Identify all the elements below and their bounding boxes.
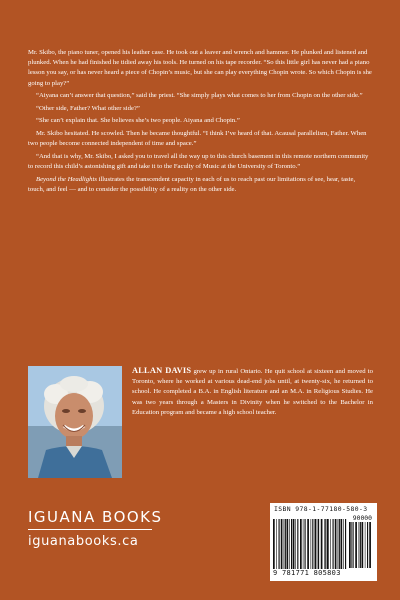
barcode-bar [351, 522, 352, 568]
barcode-bar [303, 519, 304, 569]
barcode-bar [312, 519, 313, 569]
publisher-logo [28, 508, 178, 550]
barcode-bar [289, 519, 290, 569]
blurb-paragraph: “She can’t explain that. She believes she’s two people. Aiyana and Chopin.” [36, 117, 240, 125]
isbn-barcode [270, 503, 377, 581]
barcode-bar [325, 519, 326, 569]
barcode-bar [311, 519, 312, 569]
price-barcode-bars [349, 522, 373, 568]
barcode-bar [360, 522, 361, 568]
barcode-bar [367, 522, 368, 568]
barcode-bar [305, 519, 306, 569]
ean-barcode-bars [273, 519, 347, 569]
barcode-bar [327, 519, 329, 569]
book-blurb [28, 48, 372, 197]
barcode-bar [276, 519, 277, 569]
blurb-closing-paragraph [28, 175, 372, 195]
author-photo [28, 366, 122, 478]
barcode-bar [297, 519, 298, 569]
barcode-bar [349, 522, 351, 568]
barcode-bar [335, 519, 337, 569]
barcode-bar [317, 519, 318, 569]
barcode-bar [341, 519, 343, 569]
blurb-paragraph: “Aiyana can’t answer that question,” said the priest. “She simply plays what comes to her from Chopin on the other side.” [36, 92, 363, 100]
blurb-closing-text: illustrates the transcendent capacity in each of us to reach past our limitations of see, hear, taste, touch, and feel — and to consider the possibility of a reality on the other side. [28, 175, 356, 193]
price-code: 90000 [352, 514, 372, 522]
barcode-bar [343, 519, 344, 569]
author-name: ALLAN DAVIS [132, 366, 192, 375]
blurb-paragraph: “Other side, Father? What other side?” [36, 104, 140, 112]
publisher-divider [28, 529, 152, 530]
barcode-bar [338, 519, 339, 569]
barcode-bar [281, 519, 283, 569]
author-bio-text: grew up in rural Ontario. He quit school at sixteen and moved to Toronto, where he worked at various dead-end jobs until, at twenty-six, he returned to school. He completed a B.A. in English literature and an M.A. in Religious Studies. He was two years through a Masters in Divinity when he switched to the Bachelor in Education program and became a high school teacher. [132, 368, 373, 416]
barcode-bar [359, 522, 360, 568]
blurb-paragraph: “And that is why, Mr. Skibo, I asked you to travel all the way up to this church basement in this remote northern community to record this child’s astonishing gift and take it to the Faculty of Music at the University of Toronto.” [28, 152, 369, 170]
barcode-bar [291, 519, 292, 569]
barcode-bar [279, 519, 280, 569]
barcode-bar [321, 519, 323, 569]
barcode-bar [369, 522, 371, 568]
blurb-paragraph: Mr. Skibo, the piano tuner, opened his leather case. He took out a leaver and wrench and hammer. He plunked and listened and plunked. When he had finished he tidied away his tools. He turned on his tape recorder. “So this little girl has never had a piano lesson you say, or has never heard a piece of Chopin’s music, but she can play everything Chopin wrote. So which Chopin is she going to play?” [28, 49, 372, 87]
barcode-bar [345, 519, 346, 569]
barcode-bar [355, 522, 357, 568]
barcode-bar [318, 519, 319, 569]
barcode-bar [333, 519, 334, 569]
barcode-bar [300, 519, 302, 569]
barcode-bar [324, 519, 325, 569]
publisher-brand: IGUANA BOOKS [28, 508, 163, 526]
barcode-bar [353, 522, 354, 568]
barcode-bar [339, 519, 340, 569]
barcode-bar [330, 519, 331, 569]
barcode-bar [365, 522, 366, 568]
barcode-bar [362, 522, 364, 568]
publisher-website: iguanabooks.ca [28, 534, 139, 549]
ean-digits: 9 781771 805803 [273, 569, 341, 577]
barcode-bar [295, 519, 296, 569]
book-title: Beyond the Headlights [36, 175, 97, 183]
barcode-bar [285, 519, 286, 569]
blurb-paragraph: Mr. Skibo hesitated. He scowled. Then he became thoughtful. “I think I’ve heard of that. Acausal parallelism, Father. When two people become connected independent of time and space.” [28, 129, 367, 148]
barcode-bar [315, 519, 317, 569]
barcode-bar [293, 519, 295, 569]
author-bio [132, 366, 373, 418]
author-portrait-image [28, 366, 122, 478]
barcode-bar [273, 519, 275, 569]
barcode-bar [307, 519, 309, 569]
isbn-label: ISBN 978-1-77180-580-3 [274, 505, 368, 513]
barcode-bar [287, 519, 289, 569]
barcode-bar [284, 519, 285, 569]
